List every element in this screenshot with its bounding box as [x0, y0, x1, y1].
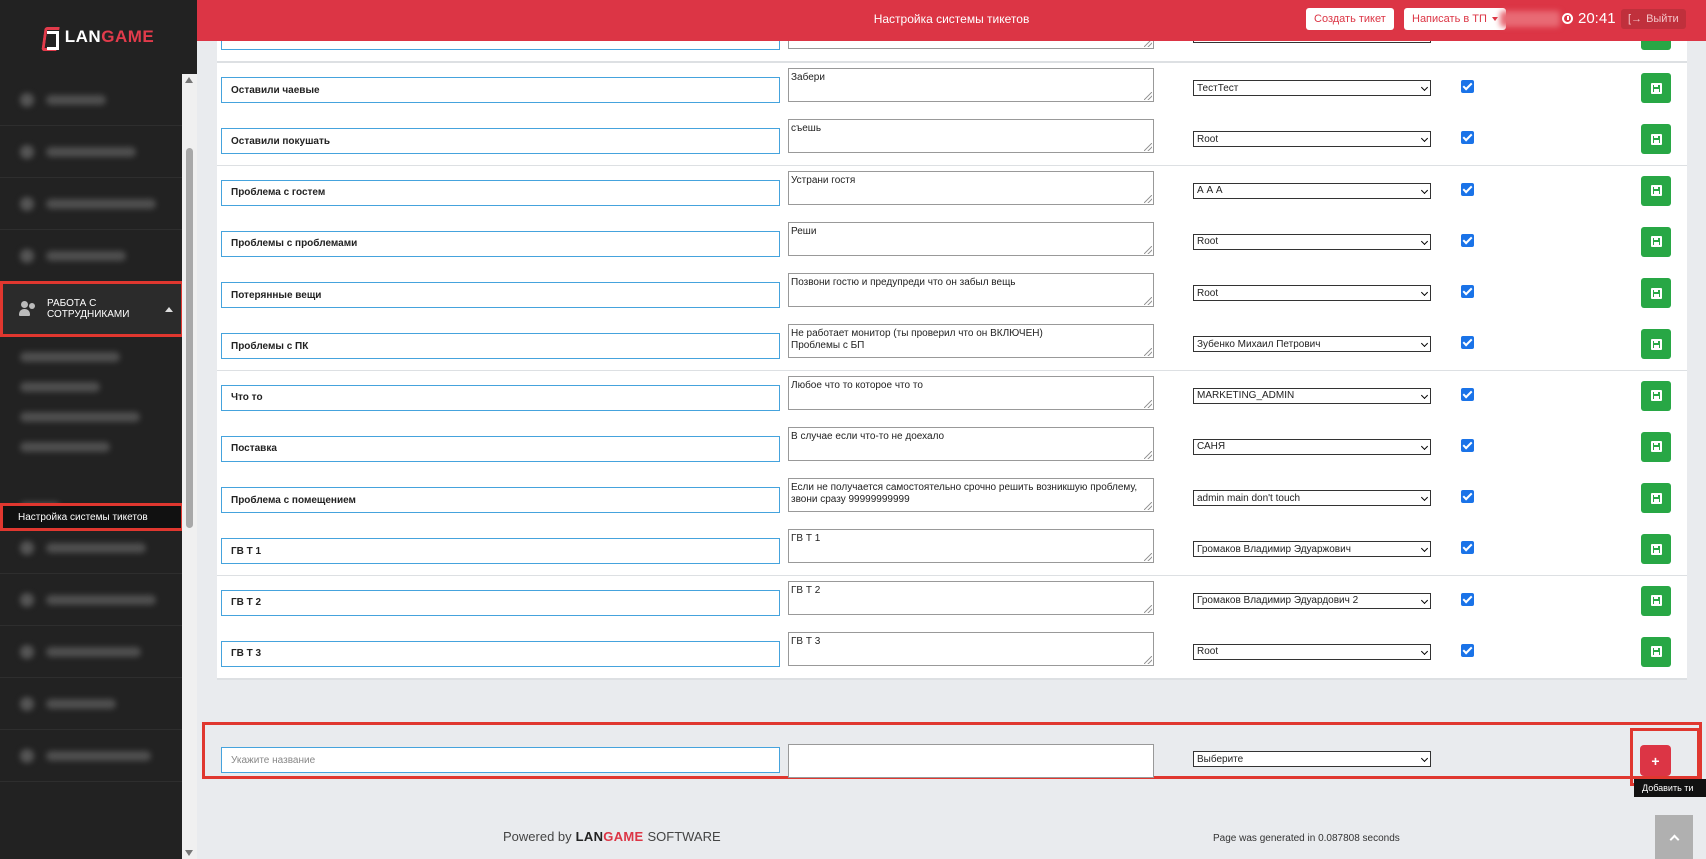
footer-logo: LANGAME	[575, 829, 644, 844]
ticket-assignee-select[interactable]: А А А	[1193, 183, 1431, 199]
sidebar-menu	[0, 74, 182, 859]
caret-down-icon	[1492, 17, 1498, 21]
sidebar-item-employees[interactable]	[0, 281, 184, 337]
floppy-icon	[1651, 493, 1662, 504]
clock-icon	[1562, 13, 1573, 24]
logo[interactable]	[0, 0, 197, 74]
save-button[interactable]	[1641, 381, 1671, 411]
menu-icon	[20, 697, 34, 711]
table-row	[217, 371, 1687, 424]
resize-grip-icon[interactable]	[1144, 605, 1152, 613]
floppy-icon	[1651, 390, 1662, 401]
ticket-settings-list	[197, 41, 1706, 859]
ticket-name-input[interactable]: Проблема с гостем	[221, 180, 780, 206]
new-ticket-description-input[interactable]	[788, 744, 1154, 778]
sidebar-item[interactable]	[0, 626, 182, 678]
scroll-to-top-button[interactable]	[1655, 815, 1693, 859]
resize-grip-icon[interactable]	[1144, 297, 1152, 305]
save-button[interactable]	[1641, 586, 1671, 616]
floppy-icon	[1651, 236, 1662, 247]
ticket-description-input[interactable]: Позвони гостю и предупреди что он забыл вещь	[788, 273, 1154, 307]
resize-grip-icon[interactable]	[1144, 348, 1152, 356]
ticket-assignee-select[interactable]	[1193, 41, 1431, 43]
chevron-down-icon	[1421, 494, 1428, 501]
ticket-active-checkbox[interactable]	[1461, 593, 1474, 606]
logout-button[interactable]	[1621, 9, 1686, 29]
sidebar-item[interactable]	[0, 178, 182, 230]
sidebar-subitem[interactable]	[0, 432, 182, 462]
logo-text: LANGAME	[64, 27, 155, 46]
save-button[interactable]	[1641, 73, 1671, 103]
resize-grip-icon[interactable]	[1144, 553, 1152, 561]
ticket-active-checkbox[interactable]	[1461, 336, 1474, 349]
resize-grip-icon[interactable]	[1144, 143, 1152, 151]
ticket-assignee-select[interactable]: Root	[1193, 131, 1431, 147]
chevron-down-icon	[1421, 135, 1428, 142]
ticket-description-input[interactable]: съешь	[788, 119, 1154, 153]
ticket-description-input[interactable]: Забери	[788, 68, 1154, 102]
header	[197, 0, 1706, 41]
save-button[interactable]	[1641, 534, 1671, 564]
ticket-description-input[interactable]: Любое что то которое что то	[788, 376, 1154, 410]
floppy-icon	[1651, 339, 1662, 350]
resize-grip-icon[interactable]	[1144, 451, 1152, 459]
sidebar-item-label: РАБОТА С СОТРУДНИКАМИ	[47, 298, 130, 320]
footer-powered-by: Powered by LANGAME SOFTWARE	[503, 829, 721, 844]
new-ticket-name-input[interactable]: Укажите название	[221, 747, 780, 773]
save-button[interactable]	[1641, 227, 1671, 257]
ticket-name-input[interactable]: Проблемы с ПК	[221, 333, 780, 359]
ticket-active-checkbox[interactable]	[1461, 490, 1474, 503]
ticket-description-input[interactable]: Реши	[788, 222, 1154, 256]
ticket-active-checkbox[interactable]	[1461, 388, 1474, 401]
ticket-name-input[interactable]: Поставка	[221, 436, 780, 462]
ticket-description-input[interactable]: ГВ Т 2	[788, 581, 1154, 615]
save-button[interactable]	[1641, 41, 1671, 50]
sidebar-item[interactable]	[0, 74, 182, 126]
chevron-down-icon	[1421, 84, 1428, 91]
ticket-assignee-select[interactable]: САНЯ	[1193, 439, 1431, 455]
ticket-description-input[interactable]	[788, 41, 1154, 49]
scrollbar-thumb[interactable]	[186, 148, 193, 528]
sidebar-scrollbar[interactable]	[182, 74, 197, 859]
floppy-icon	[1651, 595, 1662, 606]
floppy-icon	[1651, 288, 1662, 299]
sidebar	[0, 0, 197, 859]
add-button-tooltip: Добавить ти	[1634, 779, 1706, 797]
ticket-name-input[interactable]: Оставили чаевые	[221, 77, 780, 103]
ticket-active-checkbox[interactable]	[1461, 285, 1474, 298]
ticket-active-checkbox[interactable]	[1461, 234, 1474, 247]
resize-grip-icon[interactable]	[1144, 656, 1152, 664]
ticket-assignee-select[interactable]: Громаков Владимир Эдуаржович	[1193, 541, 1431, 557]
sidebar-subitem[interactable]	[0, 402, 182, 432]
page-generation-time: Page was generated in 0.087808 seconds	[1213, 833, 1400, 844]
menu-icon	[20, 93, 34, 107]
resize-grip-icon[interactable]	[1144, 246, 1152, 254]
sidebar-item[interactable]	[0, 730, 182, 782]
floppy-icon	[1651, 134, 1662, 145]
table-row	[217, 114, 1687, 167]
ticket-name-input[interactable]: Проблемы с проблемами	[221, 231, 780, 257]
ticket-active-checkbox[interactable]	[1461, 439, 1474, 452]
scroll-up-icon[interactable]	[185, 77, 193, 83]
chevron-down-icon	[1421, 596, 1428, 603]
sidebar-subitem[interactable]	[0, 342, 182, 372]
sidebar-item[interactable]	[0, 126, 182, 178]
resize-grip-icon[interactable]	[1144, 400, 1152, 408]
floppy-icon	[1651, 185, 1662, 196]
save-button[interactable]	[1641, 637, 1671, 667]
save-button[interactable]	[1641, 278, 1671, 308]
user-name	[1500, 11, 1560, 27]
ticket-name-input[interactable]: ГВ Т 2	[221, 590, 780, 616]
save-button[interactable]	[1641, 176, 1671, 206]
table-row	[217, 63, 1687, 116]
ticket-description-input[interactable]: В случае если что-то не доехало	[788, 427, 1154, 461]
clock-time: 20:41	[1578, 10, 1616, 27]
caret-up-icon	[165, 307, 173, 312]
table-row	[217, 422, 1687, 475]
ticket-assignee-select[interactable]: Зубенко Михаил Петрович	[1193, 336, 1431, 352]
table-row	[217, 524, 1687, 577]
ticket-name-input[interactable]: Потерянные вещи	[221, 282, 780, 308]
menu-icon	[20, 645, 34, 659]
table-row	[217, 627, 1687, 680]
floppy-icon	[1651, 441, 1662, 452]
chevron-down-icon	[1421, 443, 1428, 450]
menu-icon	[20, 145, 34, 159]
ticket-assignee-select[interactable]: admin main don't touch	[1193, 490, 1431, 506]
save-button[interactable]	[1641, 124, 1671, 154]
people-icon	[19, 301, 37, 317]
sidebar-item[interactable]	[0, 678, 182, 730]
menu-icon	[20, 749, 34, 763]
chevron-down-icon	[1421, 755, 1428, 762]
table-row	[217, 576, 1687, 629]
table-row	[217, 319, 1687, 372]
table-row	[217, 41, 1687, 63]
logout-label: Выйти	[1646, 13, 1679, 25]
floppy-icon	[1651, 83, 1662, 94]
ticket-name-input[interactable]: ГВ Т 3	[221, 641, 780, 667]
ticket-assignee-select[interactable]: ТестТест	[1193, 80, 1431, 96]
chevron-down-icon	[1421, 289, 1428, 296]
write-support-button[interactable]	[1404, 8, 1506, 30]
ticket-description-input[interactable]: ГВ Т 3	[788, 632, 1154, 666]
menu-icon	[20, 197, 34, 211]
resize-grip-icon[interactable]	[1144, 92, 1152, 100]
ticket-assignee-select[interactable]: MARKETING_ADMIN	[1193, 388, 1431, 404]
table-row	[217, 268, 1687, 321]
save-button[interactable]	[1641, 329, 1671, 359]
chevron-up-icon	[1669, 834, 1679, 844]
scroll-down-icon[interactable]	[185, 850, 193, 856]
chevron-down-icon	[1421, 238, 1428, 245]
ticket-assignee-select[interactable]: Громаков Владимир Эдуардович 2	[1193, 593, 1431, 609]
logout-icon: [→	[1628, 13, 1643, 25]
ticket-active-checkbox[interactable]	[1461, 80, 1474, 93]
create-ticket-button[interactable]: Создать тикет	[1306, 8, 1394, 30]
table-row	[217, 217, 1687, 270]
save-button[interactable]	[1641, 483, 1671, 513]
save-button[interactable]	[1641, 432, 1671, 462]
table-row	[217, 473, 1687, 526]
sidebar-item[interactable]	[0, 230, 182, 282]
clock	[1562, 10, 1616, 27]
ticket-name-input[interactable]: ГВ Т 1	[221, 538, 780, 564]
select-value: Выберите	[1197, 753, 1244, 765]
ticket-description-input[interactable]: ГВ Т 1	[788, 529, 1154, 563]
write-support-label: Написать в ТП	[1412, 13, 1487, 25]
menu-icon	[20, 541, 34, 555]
ticket-active-checkbox[interactable]	[1461, 131, 1474, 144]
resize-grip-icon[interactable]	[1144, 502, 1152, 510]
floppy-icon	[1651, 646, 1662, 657]
langame-logo-icon	[43, 27, 59, 47]
page-title: Настройка системы тикетов	[873, 11, 1030, 26]
ticket-active-checkbox[interactable]	[1461, 644, 1474, 657]
ticket-description-input[interactable]: Если не получается самостоятельно срочно решить возникшую проблему, звони сразу 99999999999	[788, 478, 1154, 512]
ticket-active-checkbox[interactable]	[1461, 541, 1474, 554]
ticket-description-input[interactable]: Устрани гостя	[788, 171, 1154, 205]
sidebar-subitem-ticket-settings[interactable]: Настройка системы тикетов	[0, 503, 184, 531]
sidebar-item[interactable]	[0, 574, 182, 626]
ticket-name-input[interactable]: Проблема с помещением	[221, 487, 780, 513]
add-ticket-button[interactable]: +	[1640, 745, 1671, 776]
sidebar-subitem[interactable]	[0, 372, 182, 402]
floppy-icon	[1651, 544, 1662, 555]
chevron-down-icon	[1421, 340, 1428, 347]
chevron-down-icon	[1421, 545, 1428, 552]
table-row	[217, 166, 1687, 219]
chevron-down-icon	[1421, 648, 1428, 655]
chevron-down-icon	[1421, 186, 1428, 193]
ticket-name-input[interactable]	[221, 41, 780, 50]
ticket-assignee-select[interactable]: Root	[1193, 285, 1431, 301]
resize-grip-icon[interactable]	[1144, 195, 1152, 203]
ticket-assignee-select[interactable]: Root	[1193, 644, 1431, 660]
ticket-active-checkbox[interactable]	[1461, 183, 1474, 196]
ticket-name-input[interactable]: Оставили покушать	[221, 128, 780, 154]
chevron-down-icon	[1421, 391, 1428, 398]
ticket-name-input[interactable]: Что то	[221, 385, 780, 411]
ticket-description-input[interactable]: Не работает монитор (ты проверил что он ВКЛЮЧЕН) Проблемы с БП	[788, 324, 1154, 358]
new-ticket-assignee-select[interactable]	[1193, 751, 1431, 767]
menu-icon	[20, 593, 34, 607]
menu-icon	[20, 249, 34, 263]
ticket-assignee-select[interactable]: Root	[1193, 234, 1431, 250]
